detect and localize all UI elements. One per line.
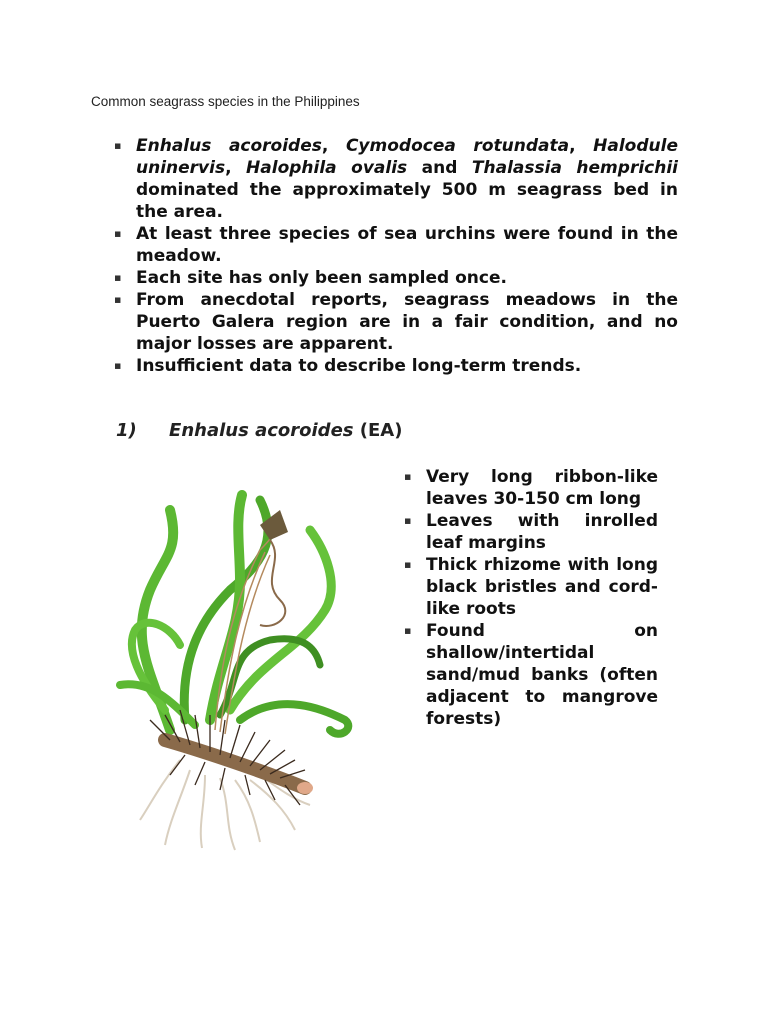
- bullet-icon: ▪: [114, 271, 122, 284]
- list-item: ▪ Found on shallow/intertidal sand/mud banks (often adjacent to mangrove forests): [404, 621, 658, 729]
- species-name: Thalassia hemprichii: [471, 158, 678, 178]
- species-name: Cymodocea rotundata: [345, 136, 570, 156]
- list-item: ▪ Leaves with inrolled leaf margins: [404, 511, 658, 553]
- seagrass-plant-icon: [110, 470, 360, 860]
- list-item: ▪ Thick rhizome with long black bristles and cord-like roots: [404, 555, 658, 619]
- bullet-icon: ▪: [114, 359, 122, 372]
- species-name: Halophila ovalis: [246, 158, 408, 178]
- list-item: ▪ From anecdotal reports, seagrass meadows in the Puerto Galera region are in a fair condition, and no major losses are apparent.: [114, 290, 678, 354]
- bullet-icon: ▪: [404, 558, 412, 571]
- rhizome-tip: [297, 782, 313, 794]
- bullet-icon: ▪: [114, 227, 122, 240]
- list-item: ▪ At least three species of sea urchins were found in the meadow.: [114, 224, 678, 266]
- bullet-icon: ▪: [404, 514, 412, 527]
- section-species-name: Enhalus acoroides: [169, 420, 354, 441]
- section-abbreviation: (EA): [359, 420, 403, 441]
- section-number: 1): [116, 420, 137, 441]
- species-name: Enhalus acoroides: [136, 136, 322, 156]
- bullet-icon: ▪: [114, 293, 122, 306]
- species-features-list: [404, 466, 658, 730]
- species-name: Halodule uninervis: [136, 136, 678, 178]
- bullet-icon: ▪: [404, 624, 412, 637]
- list-item: ▪ Each site has only been sampled once.: [114, 268, 507, 288]
- list-item: ▪ Very long ribbon-like leaves 30-150 cm long: [404, 467, 658, 509]
- bullet-icon: ▪: [114, 139, 122, 152]
- page-title: Common seagrass species in the Philippines: [91, 94, 360, 109]
- list-item: ▪ Enhalus acoroides, Cymodocea rotundata, Halodule uninervis, Halophila ovalis and Thalassia hemprichii dominated the approximately 500 m seagrass bed in the area.: [114, 136, 678, 222]
- summary-list: [114, 135, 678, 377]
- bullet-icon: ▪: [404, 470, 412, 483]
- list-item: ▪ Insufficient data to describe long-term trends.: [114, 356, 582, 376]
- enhalus-acoroides-illustration: [110, 470, 360, 860]
- section-heading: [116, 420, 402, 441]
